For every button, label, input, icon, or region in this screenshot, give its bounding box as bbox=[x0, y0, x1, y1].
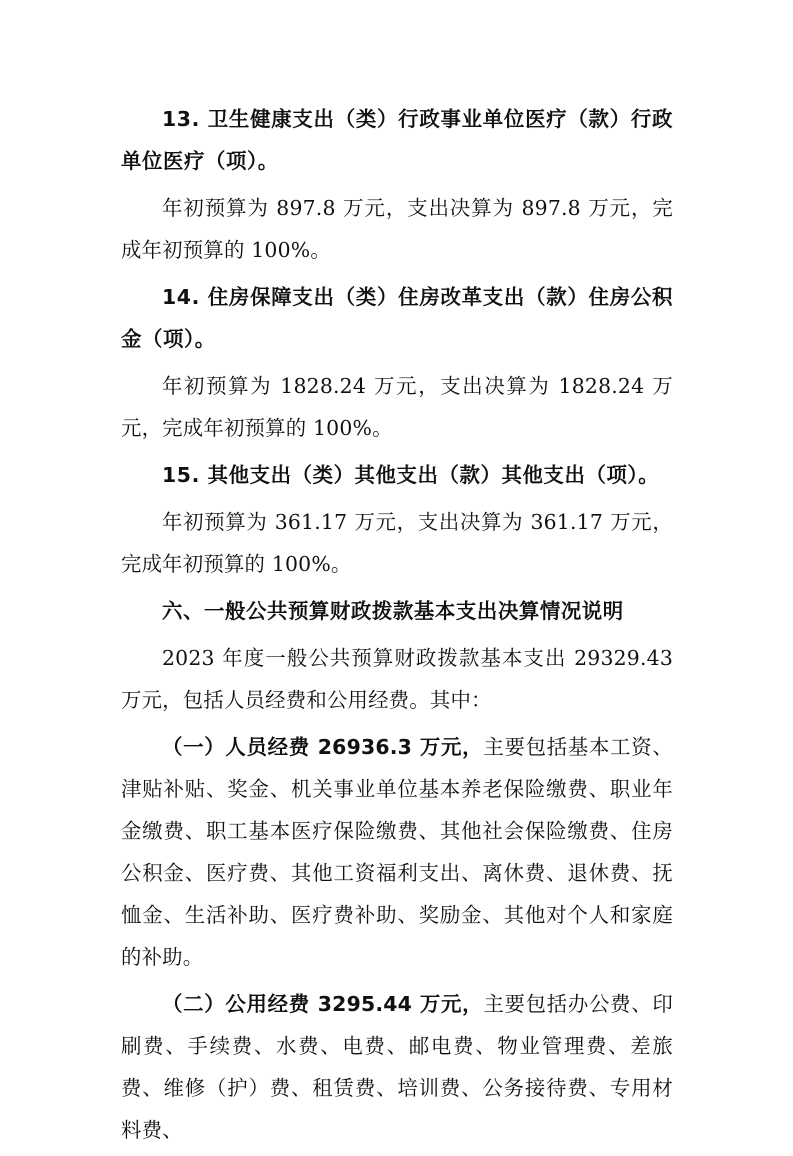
public-expense-text: 主要包括办公费、印刷费、手续费、水费、电费、邮电费、物业管理费、差旅费、维修（护）费、租赁费、培训费、公务接待费、专用材料费、 bbox=[121, 992, 673, 1142]
personnel-expense-paragraph bbox=[121, 726, 673, 978]
item-14-text: 年初预算为 1828.24 万元，支出决算为 1828.24 万元，完成年初预算的 100%。 bbox=[121, 374, 673, 440]
item-13-text: 年初预算为 897.8 万元，支出决算为 897.8 万元，完成年初预算的 100%。 bbox=[121, 196, 673, 262]
item-15-text: 年初预算为 361.17 万元，支出决算为 361.17 万元，完成年初预算的 100%。 bbox=[121, 510, 673, 576]
personnel-expense-text: 主要包括基本工资、津贴补贴、奖金、机关事业单位基本养老保险缴费、职业年金缴费、职工基本医疗保险缴费、其他社会保险缴费、住房公积金、医疗费、其他工资福利支出、离休费、退休费、抚恤金、生活补助、医疗费补助、奖励金、其他对个人和家庭的补助。 bbox=[121, 735, 673, 969]
section-6-heading: 六、一般公共预算财政拨款基本支出决算情况说明 bbox=[162, 599, 624, 623]
public-expense-lead: （二）公用经费 3295.44 万元， bbox=[162, 992, 484, 1016]
section-6-text: 2023 年度一般公共预算财政拨款基本支出 29329.43 万元，包括人员经费和公用经费。其中： bbox=[121, 646, 673, 712]
item-15-heading: 15. 其他支出（类）其他支出（款）其他支出（项）。 bbox=[162, 463, 660, 487]
item-14-heading: 14. 住房保障支出（类）住房改革支出（款）住房公积金（项）。 bbox=[121, 285, 673, 351]
public-expense-paragraph bbox=[121, 983, 673, 1151]
item-13-heading: 13. 卫生健康支出（类）行政事业单位医疗（款）行政单位医疗（项）。 bbox=[121, 107, 673, 173]
personnel-expense-lead: （一）人员经费 26936.3 万元， bbox=[162, 735, 484, 759]
document-body bbox=[121, 98, 673, 1156]
